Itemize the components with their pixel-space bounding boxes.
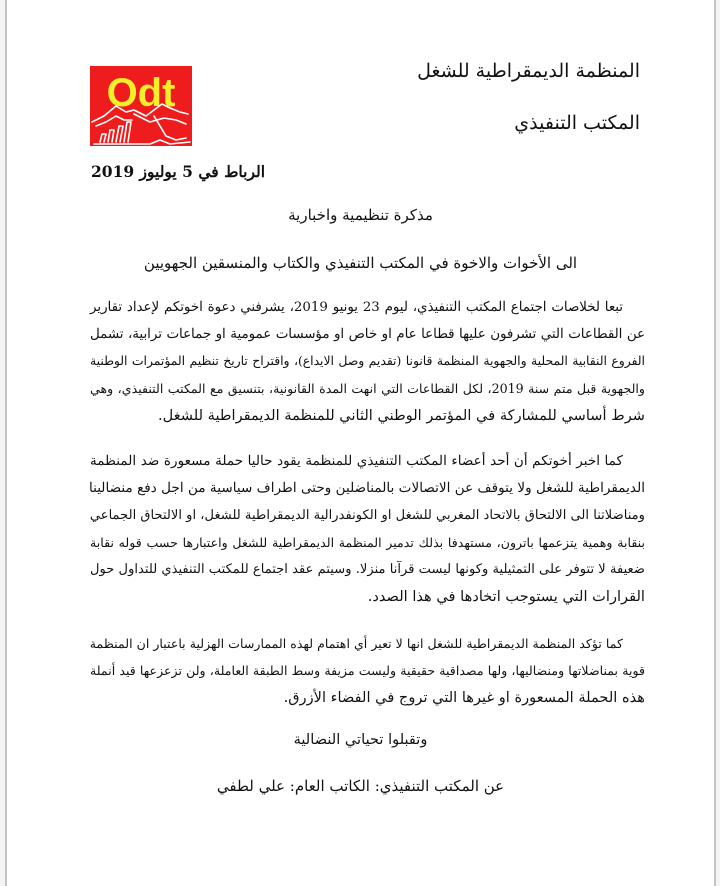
paragraph-3: [90, 630, 645, 711]
logo-text: Odt: [106, 71, 176, 115]
paragraph-line: تبعا لخلاصات اجتماع المكتب التنفيذي، ليوم 23 يونيو 2019، يشرفني دعوة اخوتكم لإعداد تقارير: [90, 300, 624, 315]
paragraph-line: كما تؤكد المنظمة الديمقراطية للشغل انها لا تعير أي اهتمام لهذه الممارسات الهزلية باعتبار ان المنظمة: [89, 636, 623, 651]
paragraph-line: بنقابة وهمية يتزعمها باترون، مستهدفا بذلك تدمير المنظمة الديمقراطية للشغل واعتبارها حسب قوله نقابة: [90, 535, 645, 550]
paragraph-line: هذه الحملة المسعورة او غيرها التي تروج في الفضاء الأزرق.: [283, 689, 645, 706]
paragraph-line: قوية بمناضلاتها ومنضاليها، ولها مصداقية حقيقية وليست مزيفة وسط الطبقة العاملة، ولن تزعزعها قيد أنملة: [90, 663, 645, 678]
closing-salutation: وتقبلوا تحياتي النضالية: [293, 731, 428, 748]
bureau-name: المكتب التنفيذي: [514, 112, 640, 134]
paragraph-line: الديمقراطية للشغل ولا يتوقف عن الاتصالات بالمناضلين وحتى اطراف سياسية من اجل دفع منضالينا: [88, 480, 645, 496]
memo-recipients: الى الأخوات والاخوة في المكتب التنفيذي والكتاب والمنسقين الجهويين: [143, 254, 578, 272]
paragraph-line: شرط أساسي للمشاركة في المؤتمر الوطني الثاني للمنظمة الديمقراطية للشغل.: [158, 407, 645, 424]
paragraph-1: [90, 294, 645, 429]
odt-logo: [90, 66, 192, 146]
organization-name: المنظمة الديمقراطية للشغل: [417, 60, 640, 82]
date-line: الرباط في 5 يوليوز 2019: [91, 162, 266, 181]
paragraph-line: الفروع النقابية المحلية والجهوية المنظمة قانونا (تقديم وصل الايداع)، واقتراح تاريخ تنظيم المؤتمرات الوطنية: [90, 354, 645, 368]
paragraph-2: [90, 448, 645, 610]
document-page: [5, 0, 716, 886]
odt-logo-graphic: [90, 66, 192, 146]
memo-title: مذكرة تنظيمية واخبارية: [288, 206, 433, 224]
paragraph-line: القرارات التي يستوجب اتخادها في هذا الصدد.: [367, 588, 645, 605]
paragraph-line: عن القطاعات التي تشرفون عليها قطاعا عام او خاص او مؤسسات عمومية او جماعات ترابية، تشمل: [90, 327, 645, 342]
paragraph-line: ومناضلاتنا الى الالتحاق بالاتحاد المغربي للشغل او الكونفدرالية الديمقراطية للشغل، او الالتحاق الجماعي: [89, 508, 645, 523]
paragraph-line: ضعيفة لا تتوفر على التمثيلية وكونها ليست قرآنا منزلا. وسيتم عقد اجتماع للمكتب التنفيذي للتداول حول: [90, 562, 645, 577]
signature-line: عن المكتب التنفيذي: الكاتب العام: علي لطفي: [216, 777, 505, 795]
paragraph-line: والجهوية قبل متم سنة 2019، لكل القطاعات التي انهت المدة القانونية، بتنسيق مع المكتب التنفيذي، وهي: [90, 381, 645, 396]
paragraph-line: كما اخبر أخوتكم أن أحد أعضاء المكتب التنفيذي للمنظمة يقود حاليا حملة مسعورة ضد المنظمة: [90, 453, 623, 469]
